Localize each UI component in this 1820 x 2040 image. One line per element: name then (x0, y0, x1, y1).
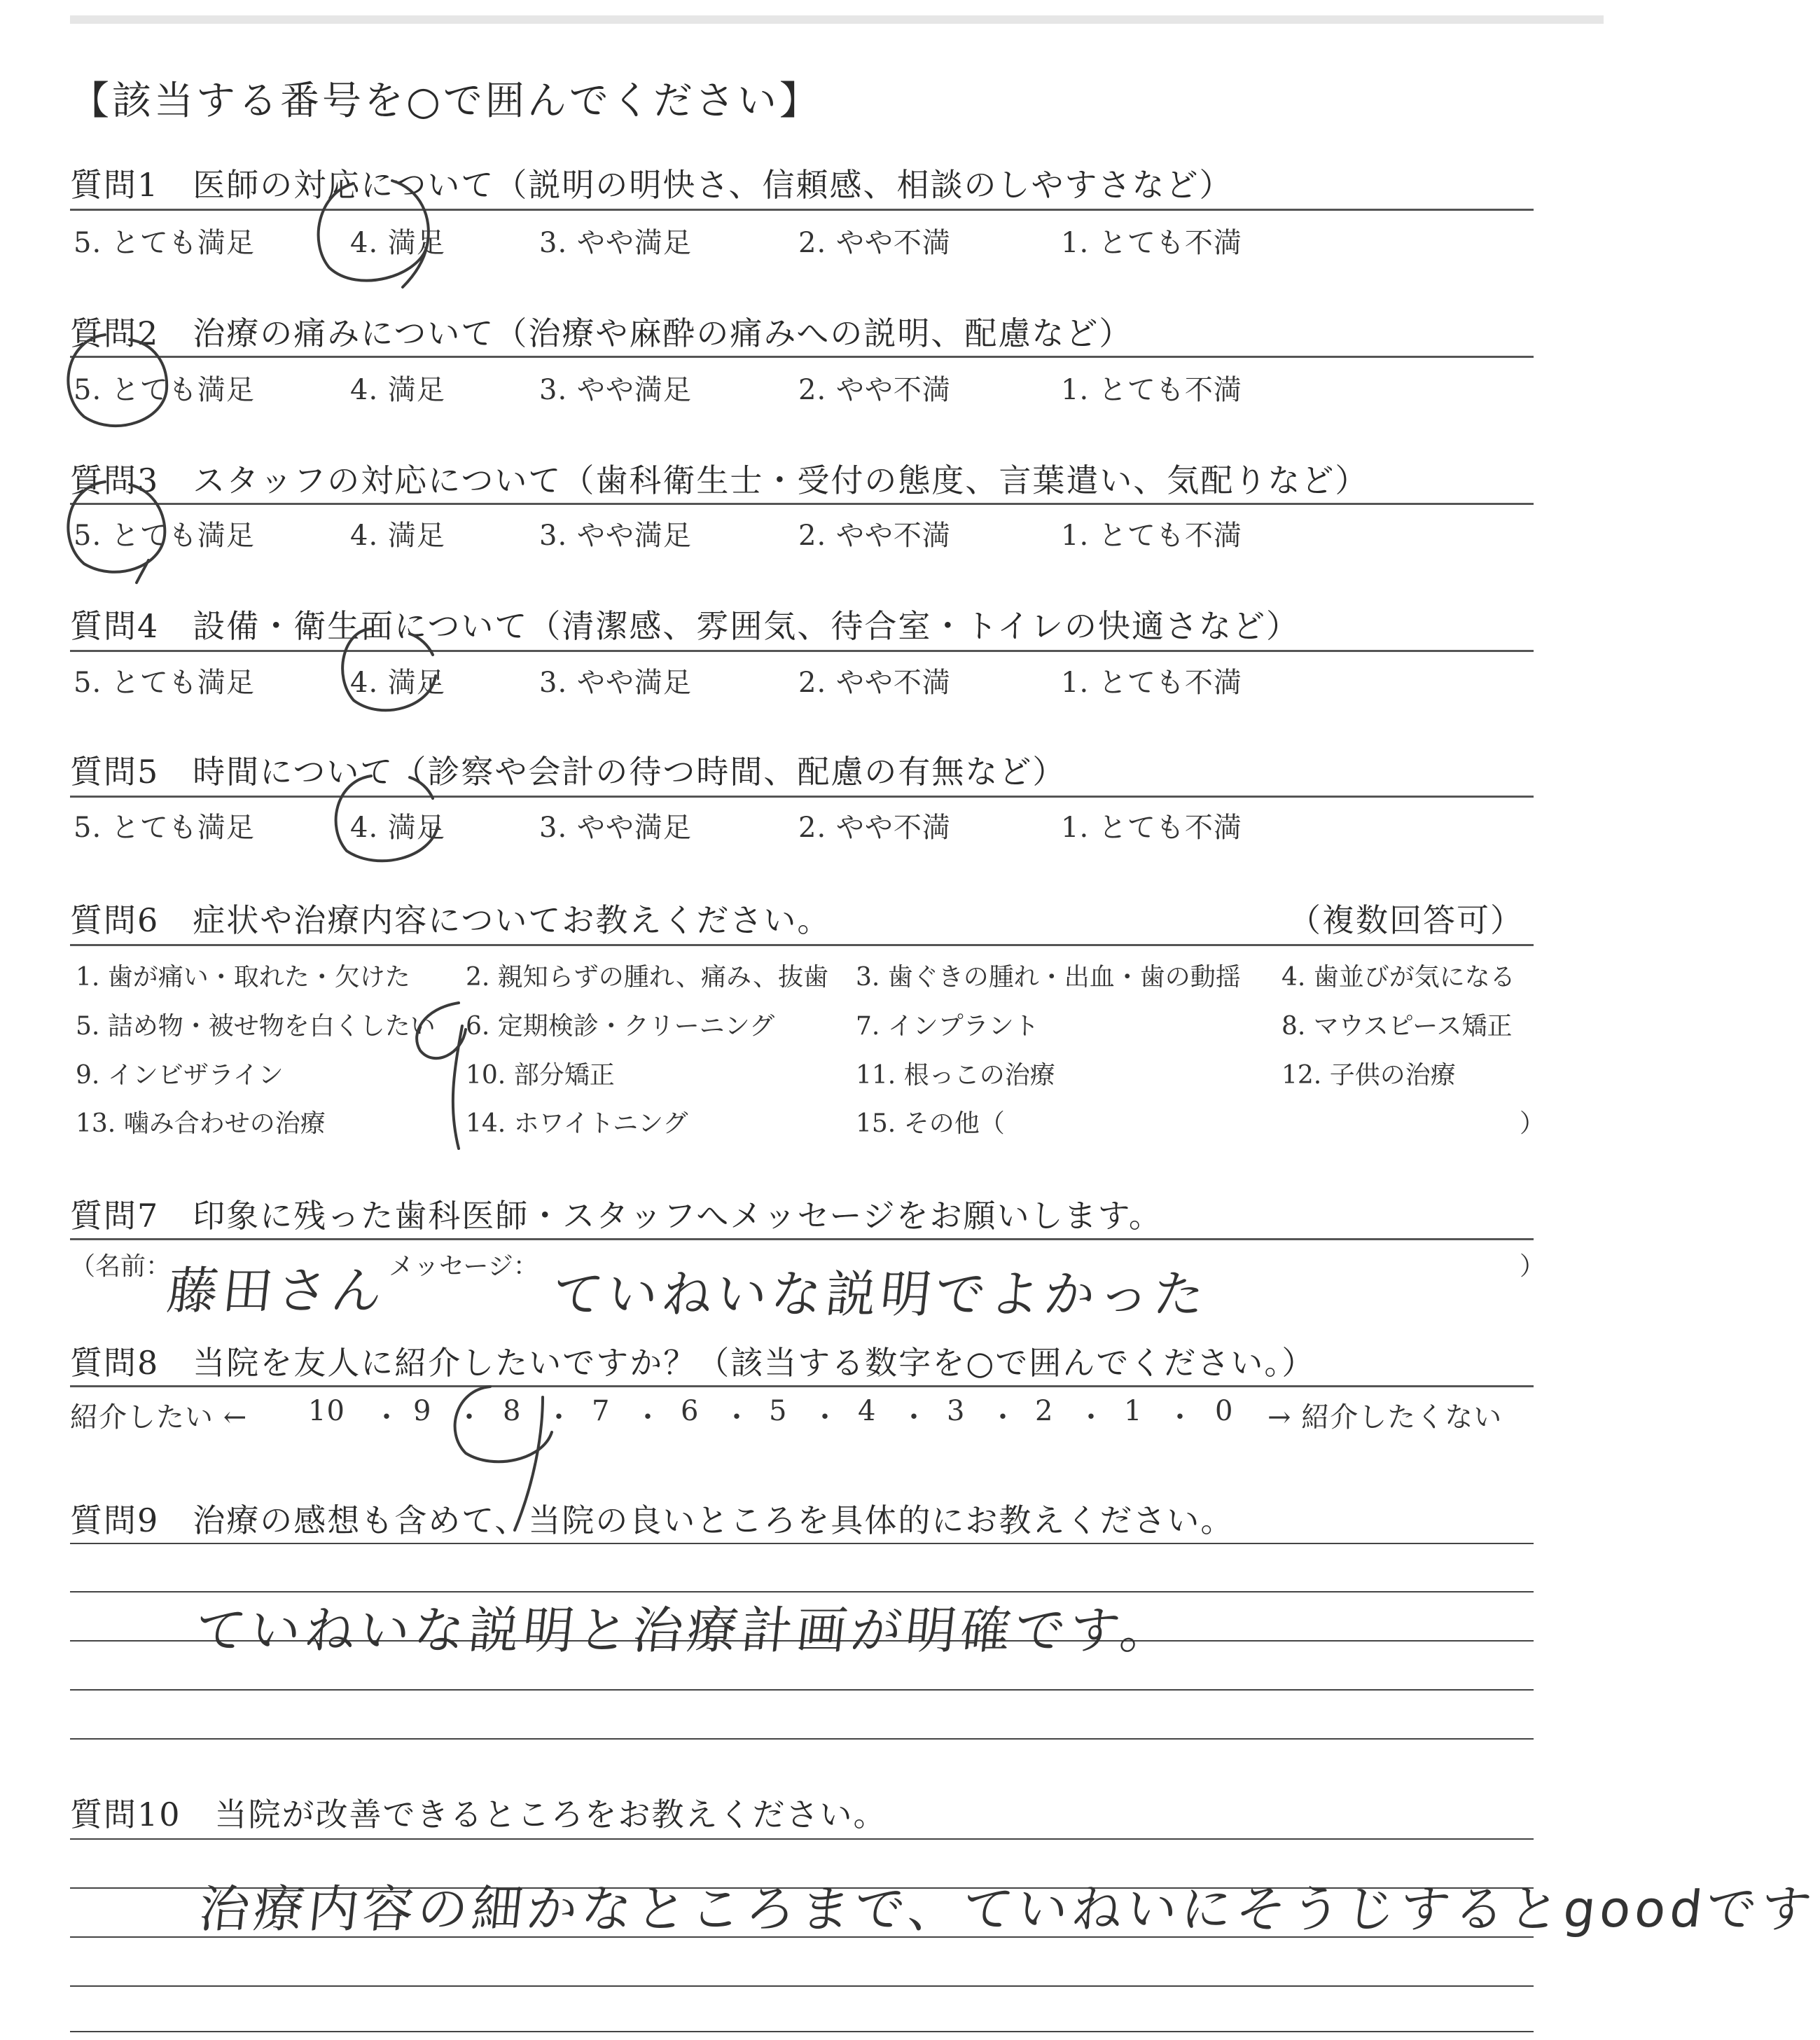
q4-option-5[interactable]: 5. とても満足 (74, 667, 255, 699)
q8-scale-dot: ・ (811, 1401, 840, 1434)
q9-rule-5 (70, 1738, 1534, 1740)
q6-item-8[interactable]: 8. マウスピース矯正 (1281, 1012, 1513, 1041)
q5-option-4[interactable]: 4. 満足 (350, 812, 445, 844)
q6-item-9[interactable]: 9. インビザライン (76, 1061, 284, 1090)
q1-option-3[interactable]: 3. やや満足 (539, 227, 692, 259)
q8-scale-dot: ・ (545, 1401, 574, 1434)
q1-title: 質問1 医師の対応について（説明の明快さ、信頼感、相談のしやすさなど） (70, 166, 1233, 204)
q1-option-2[interactable]: 2. やや不満 (798, 227, 951, 259)
q2-option-2[interactable]: 2. やや不満 (798, 374, 951, 406)
q8-scale-dot: ・ (1077, 1401, 1106, 1434)
q3-option-4[interactable]: 4. 満足 (350, 520, 445, 552)
q6-item-6[interactable]: 6. 定期検診・クリーニング (466, 1012, 775, 1041)
q7-message-handwriting[interactable]: ていねいな説明でよかった (549, 1265, 1211, 1324)
q2-option-5[interactable]: 5. とても満足 (74, 374, 255, 406)
q8-scale-4[interactable]: 4 (858, 1395, 877, 1427)
q1-rule (70, 209, 1534, 211)
q2-option-4[interactable]: 4. 満足 (350, 374, 445, 406)
q10-rule-4 (70, 1985, 1534, 1987)
q7-name-label: （名前： (70, 1252, 172, 1281)
scan-edge (70, 15, 1604, 24)
q6-title: 質問6 症状や治療内容についてお教えください。 (70, 901, 831, 939)
q6-item-1[interactable]: 1. 歯が痛い・取れた・欠けた (76, 963, 410, 992)
q5-title: 質問5 時間について（診察や会計の待つ時間、配慮の有無など） (70, 753, 1067, 791)
q8-scale-10[interactable]: 10 (308, 1395, 345, 1427)
q5-rule (70, 796, 1534, 798)
q10-answer-handwriting[interactable]: 治療内容の細かなところまで、ていねいにそうじするとgoodです (195, 1880, 1819, 1938)
q9-rule-4 (70, 1689, 1534, 1691)
q6-item-15[interactable]: 15. その他（ (856, 1109, 1005, 1138)
q4-option-3[interactable]: 3. やや満足 (539, 667, 692, 699)
q7-rule (70, 1238, 1534, 1240)
q8-scale-7[interactable]: 7 (592, 1395, 611, 1427)
q8-scale-5[interactable]: 5 (769, 1395, 788, 1427)
q6-item-13[interactable]: 13. 噛み合わせの治療 (76, 1109, 326, 1138)
q1-option-5[interactable]: 5. とても満足 (74, 227, 255, 259)
q8-scale-1[interactable]: 1 (1124, 1395, 1143, 1427)
q5-option-2[interactable]: 2. やや不満 (798, 812, 951, 844)
q6-item-15-close: ） (1520, 1109, 1545, 1138)
q4-title: 質問4 設備・衛生面について（清潔感、雰囲気、待合室・トイレの快適さなど） (70, 607, 1300, 645)
q8-scale-dot: ・ (723, 1401, 751, 1434)
q4-option-1[interactable]: 1. とても不満 (1061, 667, 1242, 699)
q7-message-label: メッセージ： (389, 1252, 539, 1281)
q9-rule-1 (70, 1543, 1534, 1544)
q6-item-2[interactable]: 2. 親知らずの腫れ、痛み、抜歯 (466, 963, 829, 992)
q8-scale-dot: ・ (373, 1401, 401, 1434)
q6-item-5[interactable]: 5. 詰め物・被せ物を白くしたい (76, 1012, 436, 1041)
q8-scale-0[interactable]: 0 (1215, 1395, 1234, 1427)
q8-scale-2[interactable]: 2 (1035, 1395, 1054, 1427)
q8-scale-dot: ・ (1166, 1401, 1195, 1434)
q8-scale-dot: ・ (900, 1401, 929, 1434)
q5-option-5[interactable]: 5. とても満足 (74, 812, 255, 844)
q5-option-3[interactable]: 3. やや満足 (539, 812, 692, 844)
q3-option-2[interactable]: 2. やや不満 (798, 520, 951, 552)
q6-item-14[interactable]: 14. ホワイトニング (466, 1109, 688, 1138)
q8-left-label: 紹介したい ← (70, 1401, 248, 1434)
q8-scale-dot: ・ (455, 1401, 484, 1434)
q3-option-5[interactable]: 5. とても満足 (74, 520, 255, 552)
q6-item-11[interactable]: 11. 根っこの治療 (856, 1061, 1055, 1090)
q8-scale-8[interactable]: 8 (503, 1395, 522, 1427)
q3-title: 質問3 スタッフの対応について（歯科衛生士・受付の態度、言葉遣い、気配りなど） (70, 462, 1369, 499)
q2-option-3[interactable]: 3. やや満足 (539, 374, 692, 406)
q4-option-4[interactable]: 4. 満足 (350, 667, 445, 699)
q6-item-10[interactable]: 10. 部分矯正 (466, 1061, 615, 1090)
q3-rule (70, 503, 1534, 505)
q3-option-3[interactable]: 3. やや満足 (539, 520, 692, 552)
q1-option-1[interactable]: 1. とても不満 (1061, 227, 1242, 259)
q8-scale-dot: ・ (634, 1401, 662, 1434)
q8-scale-dot: ・ (989, 1401, 1017, 1434)
q10-rule-1 (70, 1838, 1534, 1840)
q8-scale-6[interactable]: 6 (681, 1395, 700, 1427)
q7-name-handwriting[interactable]: 藤田さん (164, 1261, 389, 1320)
q6-rule (70, 944, 1534, 946)
q3-option-1[interactable]: 1. とても不満 (1061, 520, 1242, 552)
q10-title: 質問10 当院が改善できるところをお教えください。 (70, 1796, 887, 1833)
q2-rule (70, 356, 1534, 358)
q4-option-2[interactable]: 2. やや不満 (798, 667, 951, 699)
q8-title: 質問8 当院を友人に紹介したいですか？（該当する数字を○で囲んでください。） (70, 1344, 1316, 1382)
q8-scale-3[interactable]: 3 (947, 1395, 966, 1427)
q8-right-label: → 紹介したくない (1267, 1401, 1503, 1434)
q5-option-1[interactable]: 1. とても不満 (1061, 812, 1242, 844)
q6-item-12[interactable]: 12. 子供の治療 (1281, 1061, 1456, 1090)
q2-title: 質問2 治療の痛みについて（治療や麻酔の痛みへの説明、配慮など） (70, 314, 1133, 352)
q8-rule (70, 1385, 1534, 1387)
q6-item-4[interactable]: 4. 歯並びが気になる (1281, 963, 1515, 992)
q7-title: 質問7 印象に残った歯科医師・スタッフへメッセージをお願いします。 (70, 1197, 1162, 1235)
q2-option-1[interactable]: 1. とても不満 (1061, 374, 1242, 406)
q7-close-paren: ） (1520, 1252, 1545, 1281)
page-header: 【該当する番号を○で囲んでください】 (70, 78, 821, 124)
q6-item-3[interactable]: 3. 歯ぐきの腫れ・出血・歯の動揺 (856, 963, 1241, 992)
q9-answer-handwriting[interactable]: ていねいな説明と治療計画が明確です。 (192, 1601, 1179, 1660)
q6-note: （複数回答可） (1288, 901, 1524, 939)
q6-item-7[interactable]: 7. インプラント (856, 1012, 1039, 1041)
q8-scale-9[interactable]: 9 (413, 1395, 432, 1427)
q10-rule-5 (70, 2031, 1534, 2032)
q1-option-4[interactable]: 4. 満足 (350, 227, 445, 259)
q9-title: 質問9 治療の感想も含めて、当院の良いところを具体的にお教えください。 (70, 1501, 1235, 1539)
q4-rule (70, 650, 1534, 652)
